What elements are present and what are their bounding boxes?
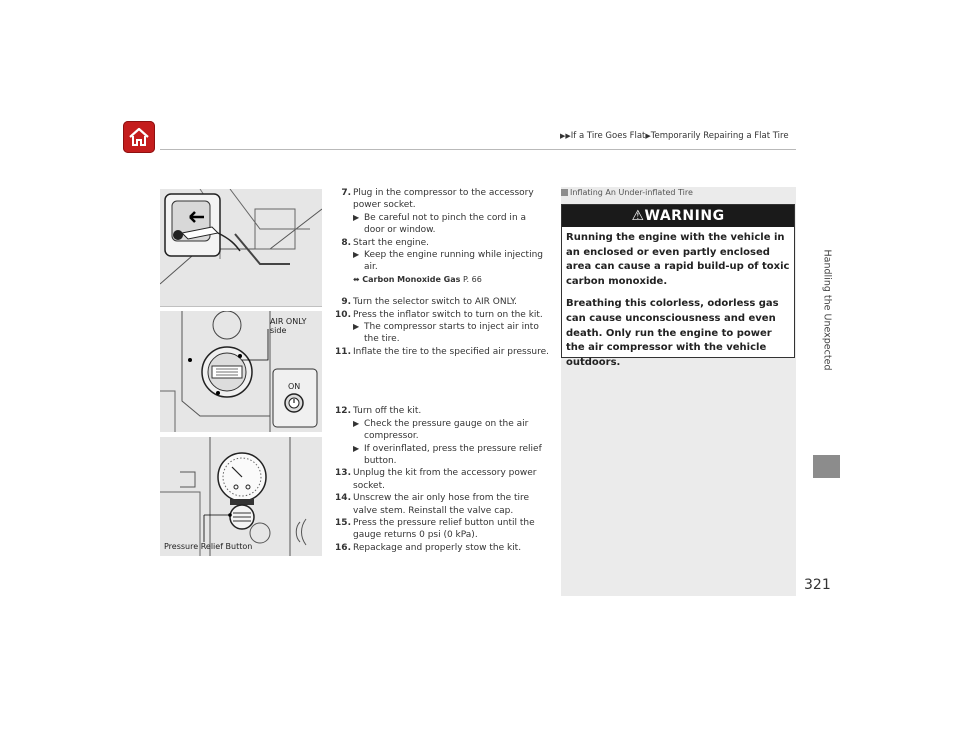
step-7: 7. Plug in the compressor to the accessory power socket. — [341, 188, 534, 211]
step-12: 12. Turn off the kit. — [335, 406, 422, 417]
step-13: 13. Unplug the kit from the accessory power socket. — [335, 468, 537, 491]
warning-paragraph: Running the engine with the vehicle in an enclosed or even partly enclosed area can cause a rapid build-up of toxic carbon monoxide. — [566, 232, 790, 287]
warning-paragraph: Breathing this colorless, odorless gas can cause unconsciousness and even death. Only run the engine to power the air compressor with the vehicle outdoors. — [566, 298, 779, 368]
warning-icon: ⚠ — [631, 208, 645, 224]
step-14: 14. Unscrew the air only hose from the tire valve stem. Reinstall the valve cap. — [335, 493, 530, 516]
arrow-icon: ▶ — [353, 212, 360, 222]
breadcrumb — [560, 131, 789, 141]
page-number: 321 — [804, 577, 831, 593]
step-11: 11. Inflate the tire to the specified air pressure. — [335, 346, 550, 357]
cross-reference-link[interactable]: ⬌ Carbon Monoxide Gas P. 66 — [353, 274, 482, 284]
step-8: 8. Start the engine. — [341, 237, 430, 248]
section-tab-label: Handling the Unexpected — [821, 249, 832, 371]
figure-selector-switch — [160, 311, 322, 432]
note-title: Inflating An Under-inflated Tire — [561, 188, 693, 197]
reference-arrow-icon: ⬌ — [353, 274, 363, 284]
on-label: ON — [288, 382, 301, 391]
step-10: 10. Press the inflator switch to turn on the kit. — [335, 309, 543, 320]
figure-pressure-gauge — [160, 437, 322, 556]
step-9: 9. Turn the selector switch to AIR ONLY. — [341, 297, 517, 308]
step-15: 15. Press the pressure relief button until the gauge returns 0 psi (0 kPa). — [335, 517, 535, 541]
breadcrumb-item[interactable]: If a Tire Goes Flat — [570, 131, 646, 141]
section-tab-marker — [813, 455, 840, 478]
step-7-note: ▶ Be careful not to pinch the cord in a door or window. — [353, 212, 527, 236]
header-rule — [160, 149, 796, 150]
arrow-icon: ▶ — [353, 250, 360, 260]
step-16: 16. Repackage and properly stow the kit. — [335, 542, 522, 553]
air-only-label: AIR ONLY side — [270, 317, 307, 335]
arrow-icon: ▶ — [353, 322, 360, 332]
step-8-note: ▶ Keep the engine running while injecting air. — [353, 250, 543, 273]
breadcrumb-item[interactable]: Temporarily Repairing a Flat Tire — [650, 131, 789, 141]
step-list — [335, 187, 550, 554]
step-10-note: ▶ The compressor starts to inject air into the tire. — [353, 322, 539, 345]
note-marker-icon — [561, 189, 568, 196]
breadcrumb-arrow-icon: ▶ — [645, 132, 651, 140]
step-12-note-2: ▶ If overinflated, press the pressure relief button. — [353, 443, 542, 466]
home-button[interactable] — [123, 121, 155, 153]
arrow-icon: ▶ — [353, 443, 360, 453]
breadcrumb-arrow-icon: ▶▶ — [560, 132, 571, 140]
section-tab[interactable] — [813, 170, 840, 450]
home-icon — [128, 126, 150, 148]
figure-accessory-socket — [160, 189, 322, 307]
step-12-note-1: ▶ Check the pressure gauge on the air compressor. — [353, 418, 529, 442]
pressure-relief-label: Pressure Relief Button — [164, 542, 253, 551]
warning-header: ⚠WARNING — [562, 205, 794, 227]
warning-text — [566, 231, 792, 378]
arrow-icon: ▶ — [353, 418, 360, 428]
